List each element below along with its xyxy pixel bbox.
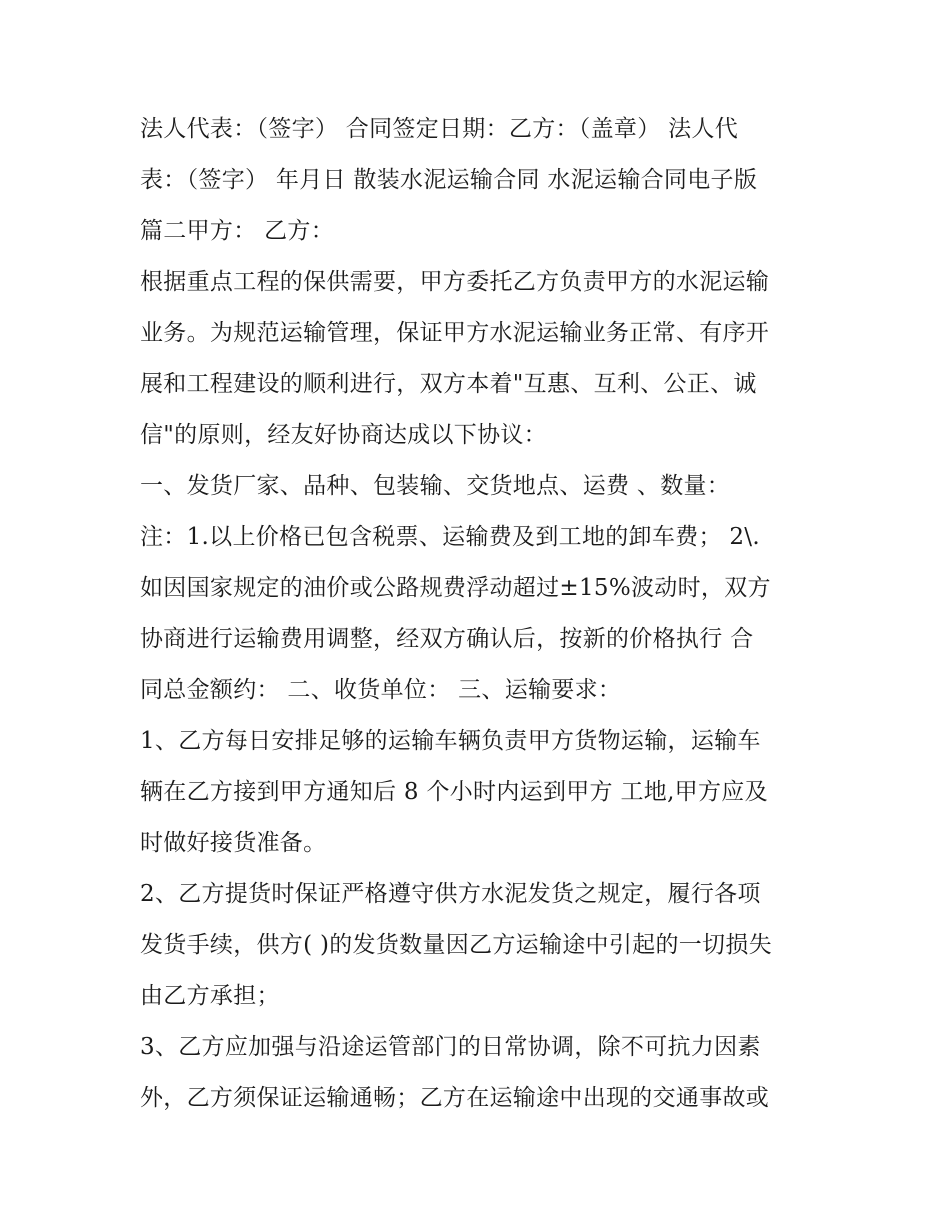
text-line: 协商进行运输费用调整，经双方确认后，按新的价格执行 合 [140,626,754,652]
text-line: 展和工程建设的顺利进行，双方本着"互惠、互利、公正、诚 [140,371,757,397]
text-line: 注：1.以上价格已包含税票、运输费及到工地的卸车费； 2\. [140,524,760,550]
text-line: 信"的原则，经友好协商达成以下协议： [140,422,547,448]
text-line: 外，乙方须保证运输通畅；乙方在运输途中出现的交通事故或 [140,1085,770,1111]
text-line: 根据重点工程的保供需要，甲方委托乙方负责甲方的水泥运输 [140,269,770,295]
text-line: 辆在乙方接到甲方通知后 8 个小时内运到甲方 工地,甲方应及 [140,779,768,805]
text-line: 1、乙方每日安排足够的运输车辆负责甲方货物运输，运输车 [140,728,761,754]
text-line: 如因国家规定的油价或公路规费浮动超过±15%波动时，双方 [140,575,771,601]
text-line: 发货手续，供方( )的发货数量因乙方运输途中引起的一切损失 [140,932,772,958]
text-line: 2、乙方提货时保证严格遵守供方水泥发货之规定，履行各项 [140,881,761,907]
text-line: 篇二甲方： 乙方： [140,218,335,244]
text-line: 时做好接货准备。 [140,830,327,856]
text-line: 业务。为规范运输管理，保证甲方水泥运输业务正常、有序开 [140,320,770,346]
text-line: 由乙方承担； [140,983,280,1009]
text-line: 3、乙方应加强与沿途运管部门的日常协调，除不可抗力因素 [140,1034,761,1060]
text-line: 同总金额约： 二、收货单位： 三、运输要求： [140,677,622,703]
text-line: 一、发货厂家、品种、包装输、交货地点、运费 、数量： [140,473,731,499]
text-line: 表：（签字） 年月日 散装水泥运输合同 水泥运输合同电子版 [140,167,758,193]
text-line: 法人代表：（签字） 合同签定日期：乙方：（盖章） 法人代 [140,116,739,142]
